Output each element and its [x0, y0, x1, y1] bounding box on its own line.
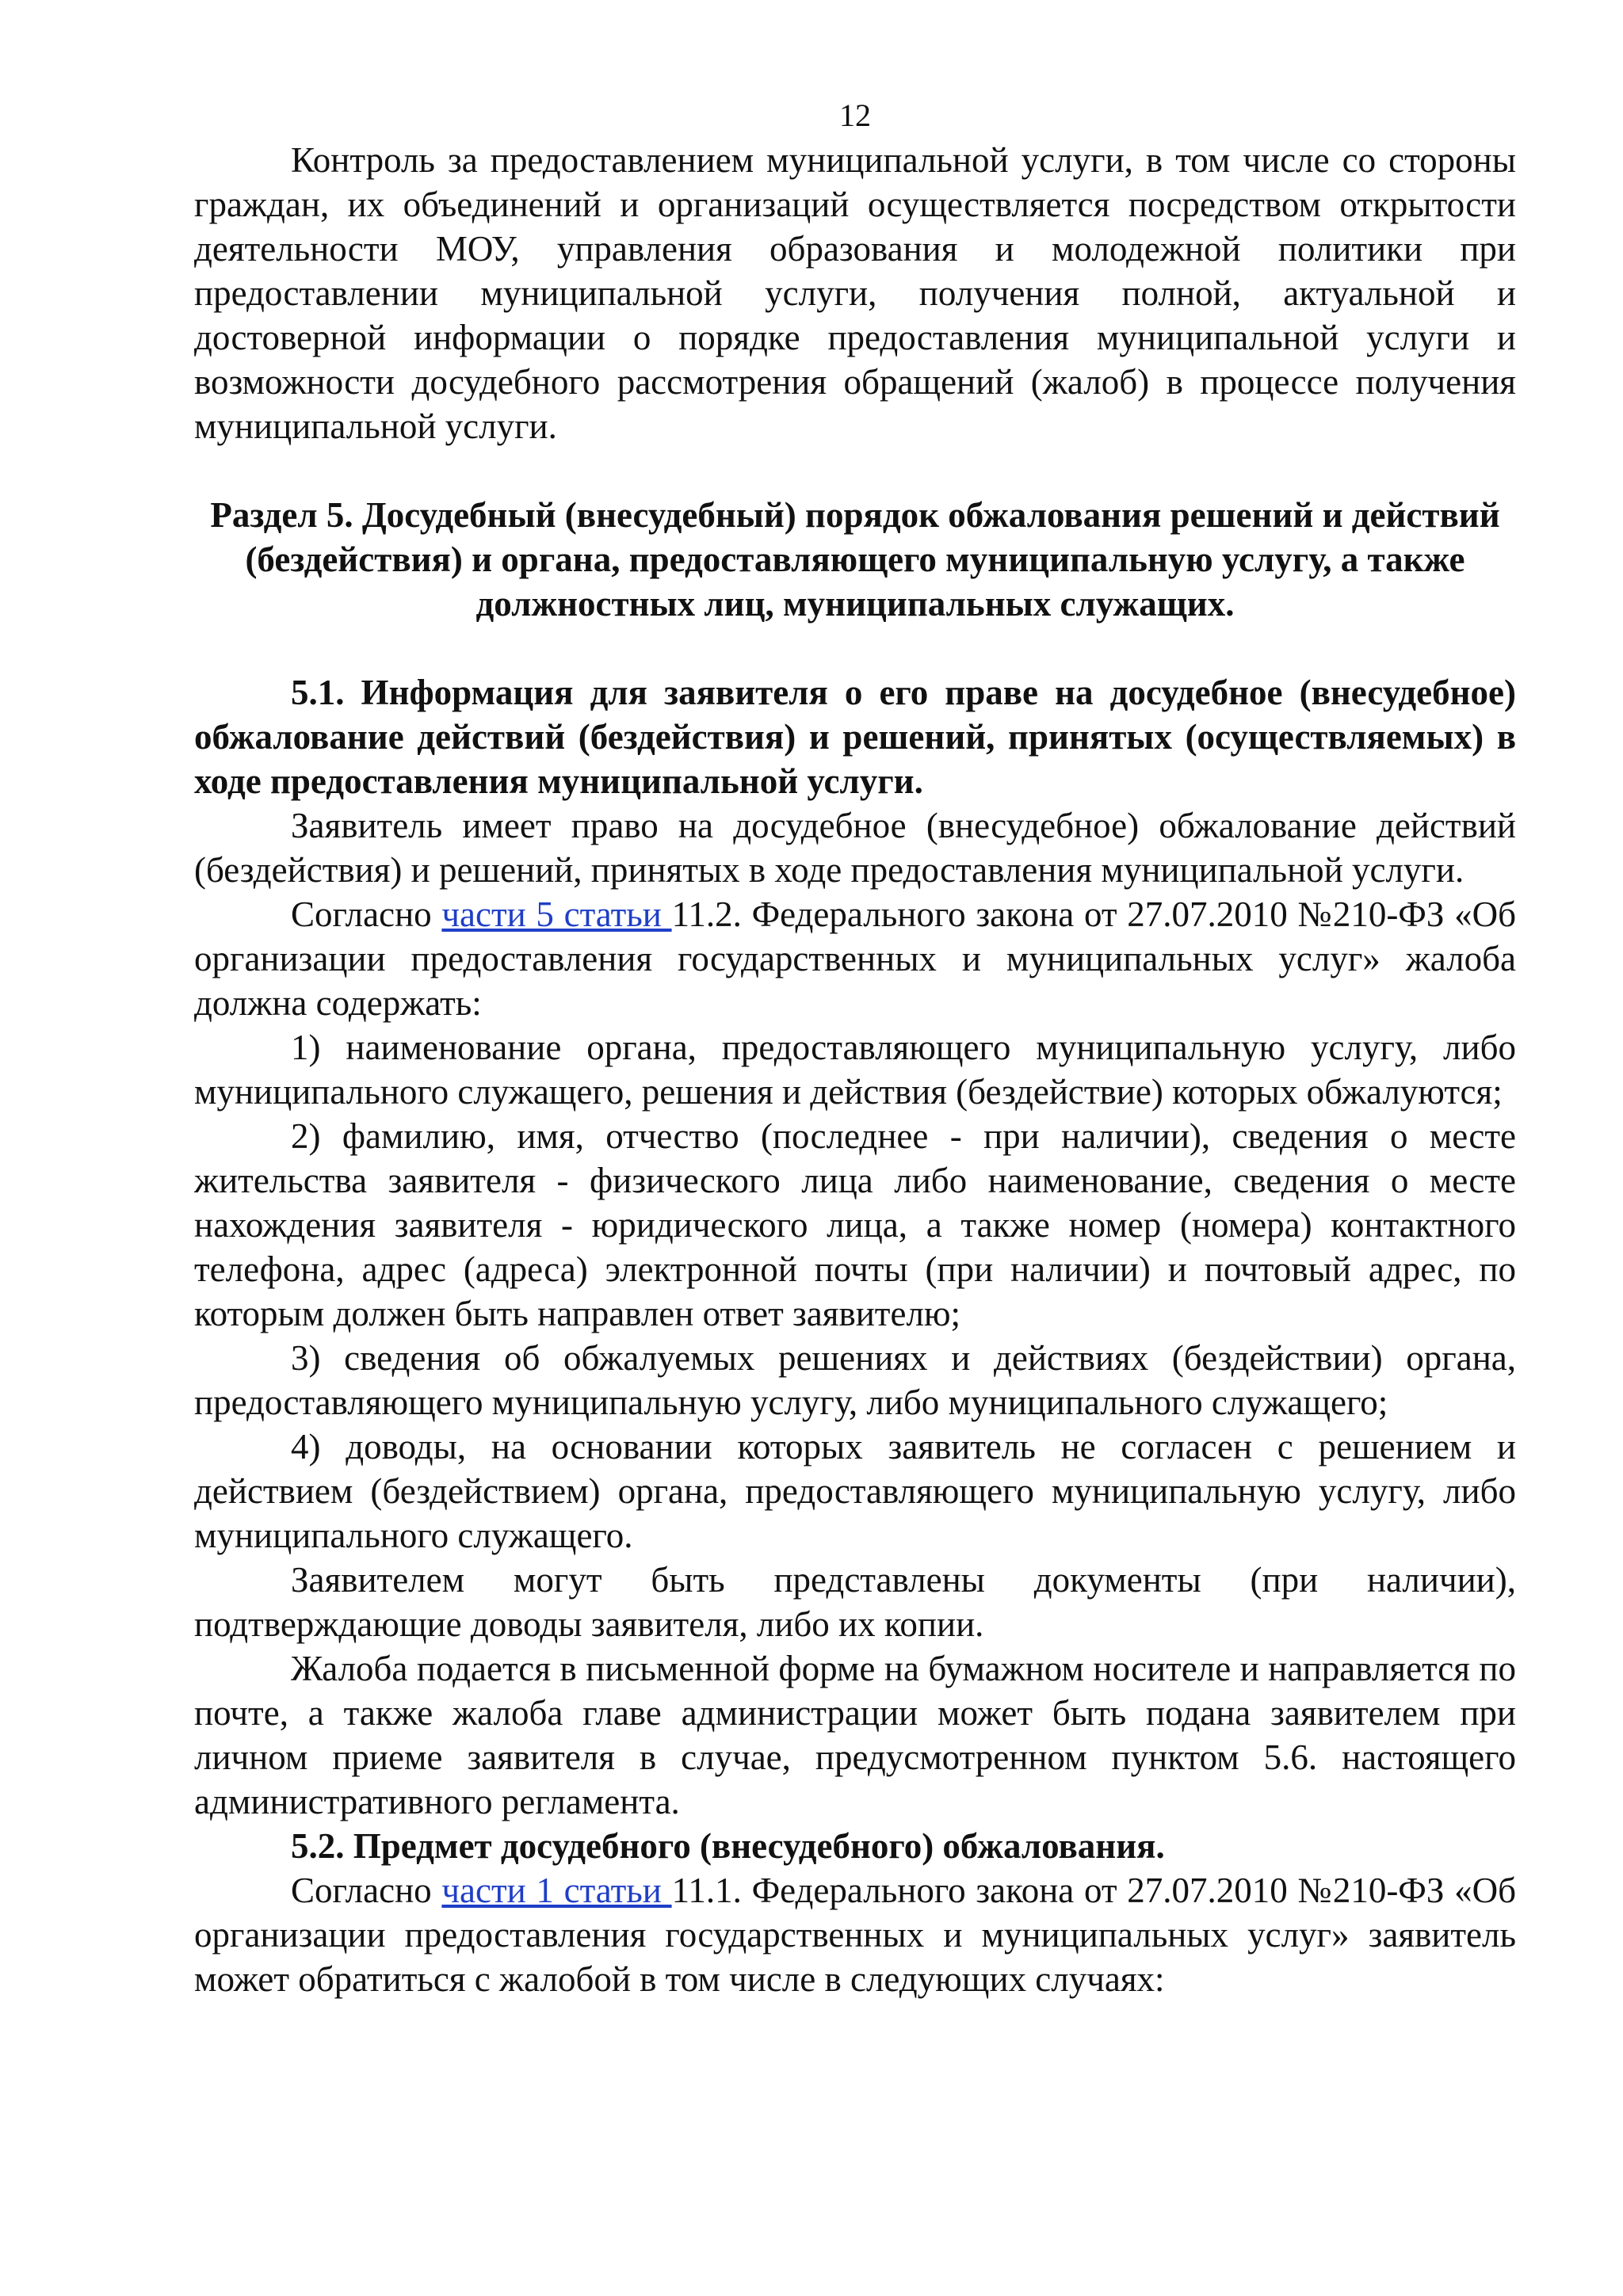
paragraph-right-to-appeal: Заявитель имеет право на досудебное (внесудебное) обжалование действий (бездействия) и решений, принятых в ходе предоставления муниципальной услуги.: [194, 806, 1516, 890]
law-link-part-5[interactable]: части 5 статьи: [441, 894, 672, 934]
paragraph-law-reference-2: [194, 1868, 1516, 2001]
intro-paragraph: Контроль за предоставлением муниципальной услуги, в том числе со стороны граждан, их объединений и организаций осуществляется посредством открытости деятельности МОУ, управления образования и молодежной политики при предоставлении муниципальной услуги, получения полной, актуальной и достоверной информации о порядке предоставления муниципальной услуги и возможности досудебного рассмотрения обращений (жалоб) в процессе получения муниципальной услуги.: [194, 140, 1516, 446]
subsection-5-1-heading: 5.1. Информация для заявителя о его праве на досудебное (внесудебное) обжалование действий (бездействия) и решений, принятых (осуществляемых) в ходе предоставления муниципальной услуги.: [194, 673, 1516, 801]
law-text-after: 11.1. Федерального закона от 27.07.2010 №210-ФЗ «Об организации предоставления государственных и муниципальных услуг» заявитель может обратиться с жалобой в том числе в следующих случаях:: [194, 1871, 1516, 1999]
list-item: 1) наименование органа, предоставляющего муниципальную услугу, либо муниципального служащего, решения и действия (бездействие) которых обжалуются;: [194, 1028, 1516, 1112]
spacer: [194, 626, 1516, 670]
list-item: 3) сведения об обжалуемых решениях и действиях (бездействии) органа, предоставляющего муниципальную услугу, либо муниципального служащего;: [194, 1338, 1516, 1422]
page-number: 12: [839, 97, 871, 133]
law-link-part-1[interactable]: части 1 статьи: [441, 1871, 672, 1910]
law-text-before: Согласно: [291, 894, 442, 934]
section-heading: Раздел 5. Досудебный (внесудебный) порядок обжалования решений и действий (бездействия) и органа, предоставляющего муниципальную услугу, а также должностных лиц, муниципальных служащих.: [210, 495, 1500, 624]
paragraph-documents: Заявителем могут быть представлены документы (при наличии), подтверждающие доводы заявителя, либо их копии.: [194, 1560, 1516, 1644]
paragraph-complaint-form: Жалоба подается в письменной форме на бумажном носителе и направляется по почте, а также жалоба главе администрации может быть подана заявителем при личном приеме заявителя в случае, предусмотренном пунктом 5.6. настоящего административного регламента.: [194, 1649, 1516, 1821]
spacer: [194, 448, 1516, 493]
list-item: 2) фамилию, имя, отчество (последнее - при наличии), сведения о месте жительства заявителя - физического лица либо наименование, сведения о месте нахождения заявителя - юридического лица, а также номер (номера) контактного телефона, адрес (адреса) электронной почты (при наличии) и почтовый адрес, по которым должен быть направлен ответ заявителю;: [194, 1116, 1516, 1333]
law-text-before: Согласно: [291, 1871, 442, 1910]
law-text-after: 11.2. Федерального закона от 27.07.2010 №210-ФЗ «Об организации предоставления государственных и муниципальных услуг» жалоба должна содержать:: [194, 894, 1516, 1023]
document-page: [194, 93, 1516, 2001]
paragraph-law-reference-1: [194, 892, 1516, 1025]
list-item: 4) доводы, на основании которых заявитель не согласен с решением и действием (бездействием) органа, предоставляющего муниципальную услугу, либо муниципального служащего.: [194, 1427, 1516, 1555]
subsection-5-2-heading: 5.2. Предмет досудебного (внесудебного) обжалования.: [291, 1826, 1165, 1866]
